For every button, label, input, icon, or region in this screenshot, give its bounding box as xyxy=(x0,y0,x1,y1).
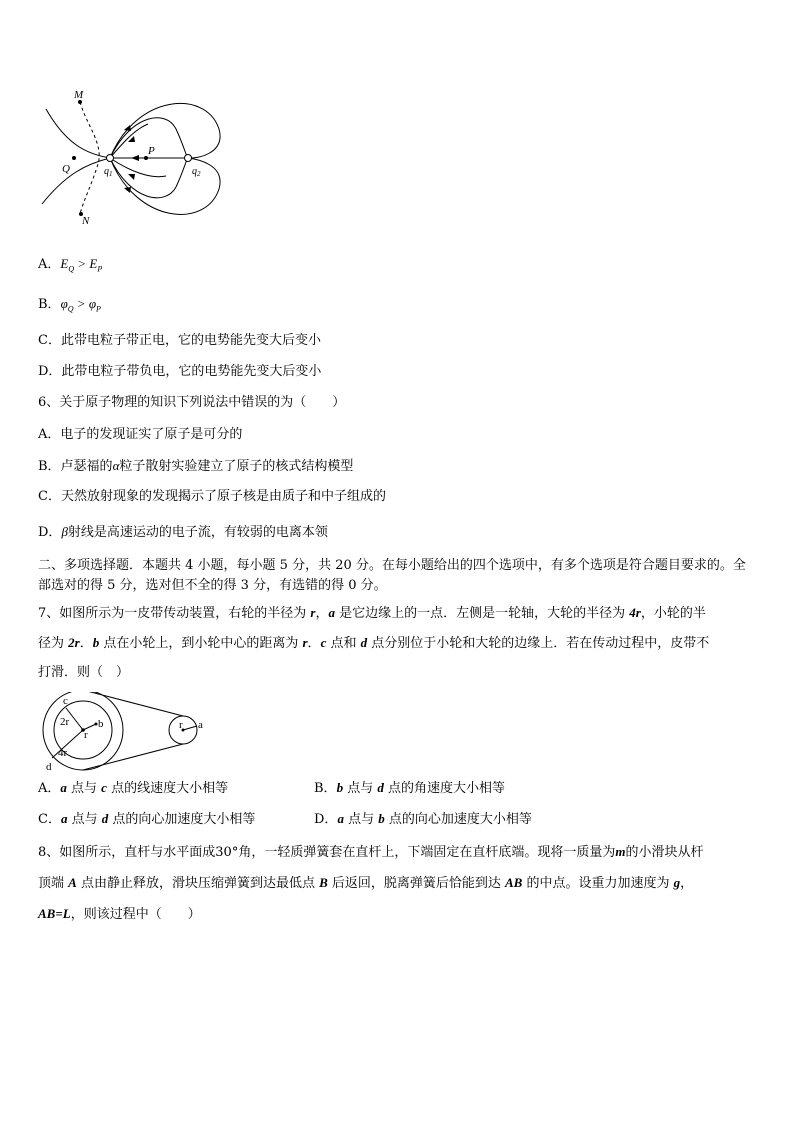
q6-option-d: D．β射线是高速运动的电子流，有较弱的电离本领 xyxy=(38,524,328,540)
q7-option-b: B．b 点与 d 点的角速度大小相等 xyxy=(314,780,505,796)
label-r-small: r xyxy=(179,719,183,731)
label-N: N xyxy=(82,215,90,227)
q5-option-b: B．$\varphi_Q > \varphi_P$ xyxy=(38,296,101,314)
q7-stem-line3: 打滑．则（ ） xyxy=(38,665,130,680)
q5-option-c: C．此带电粒子带正电，它的电势能先变大后变小 xyxy=(38,333,321,348)
field-line-figure xyxy=(36,84,236,234)
label-M: M xyxy=(74,89,84,101)
label-2r: 2r xyxy=(60,716,70,728)
label-q1: $q_1$ xyxy=(104,166,113,178)
label-P: P xyxy=(148,145,155,157)
q7-option-a: A．a 点与 c 点的线速度大小相等 xyxy=(38,780,229,796)
q6-option-b: B．卢瑟福的α粒子散射实验建立了原子的核式结构模型 xyxy=(38,458,354,474)
label-q2: $q_2$ xyxy=(192,166,201,178)
q8-stem-line2: 顶端 A 点由静止释放，滑块压缩弹簧到达最低点 B 后返回，脱离弹簧后恰能到达 AB 的中点。设重力加速度为 g， xyxy=(38,875,694,891)
label-r-inner: r xyxy=(84,729,88,741)
label-b: b xyxy=(98,718,104,730)
q6-option-c: C．天然放射现象的发现揭示了原子核是由质子和中子组成的 xyxy=(38,489,386,504)
q6-option-a: A．电子的发现证实了原子是可分的 xyxy=(38,427,243,442)
section-two-heading: 二、多项选择题．本题共 4 小题，每小题 5 分，共 20 分。在每小题给出的四个选项中，有多个选项是符合题目要求的。全部选对的得 5 分，选对但不全的得 3 分，有选错的得 0 分。 xyxy=(38,558,746,593)
q7-option-c: C．a 点与 d 点的向心加速度大小相等 xyxy=(38,811,256,827)
q7-option-d: D．a 点与 b 点的向心加速度大小相等 xyxy=(314,811,532,827)
label-c: c xyxy=(63,695,68,707)
q7-stem-line2: 径为 2r．b 点在小轮上，到小轮中心的距离为 r．c 点和 d 点分别位于小轮和大轮的边缘上．若在传动过程中，皮带不 xyxy=(38,635,710,651)
q6-stem: 6、关于原子物理的知识下列说法中错误的为（ ） xyxy=(38,395,346,410)
q8-stem-line3: AB=L，则该过程中（ ） xyxy=(38,906,201,922)
label-a: a xyxy=(198,719,203,731)
q5-option-d: D．此带电粒子带负电，它的电势能先变大后变小 xyxy=(38,364,322,379)
label-Q: Q xyxy=(62,163,70,175)
belt-drive-figure xyxy=(38,692,218,772)
label-4r: 4r xyxy=(58,747,68,759)
label-d: d xyxy=(46,761,52,772)
q8-stem-line1: 8、如图所示，直杆与水平面成30°角，一轻质弹簧套在直杆上，下端固定在直杆底端。现将一质量为m的小滑块从杆 xyxy=(38,844,704,860)
q7-stem-line1: 7、如图所示为一皮带传动装置，右轮的半径为 r，a 是它边缘上的一点．左侧是一轮轴，大轮的半径为 4r，小轮的半 xyxy=(38,605,706,621)
q5-option-a: A．$E_Q > E_P$ xyxy=(38,256,103,274)
